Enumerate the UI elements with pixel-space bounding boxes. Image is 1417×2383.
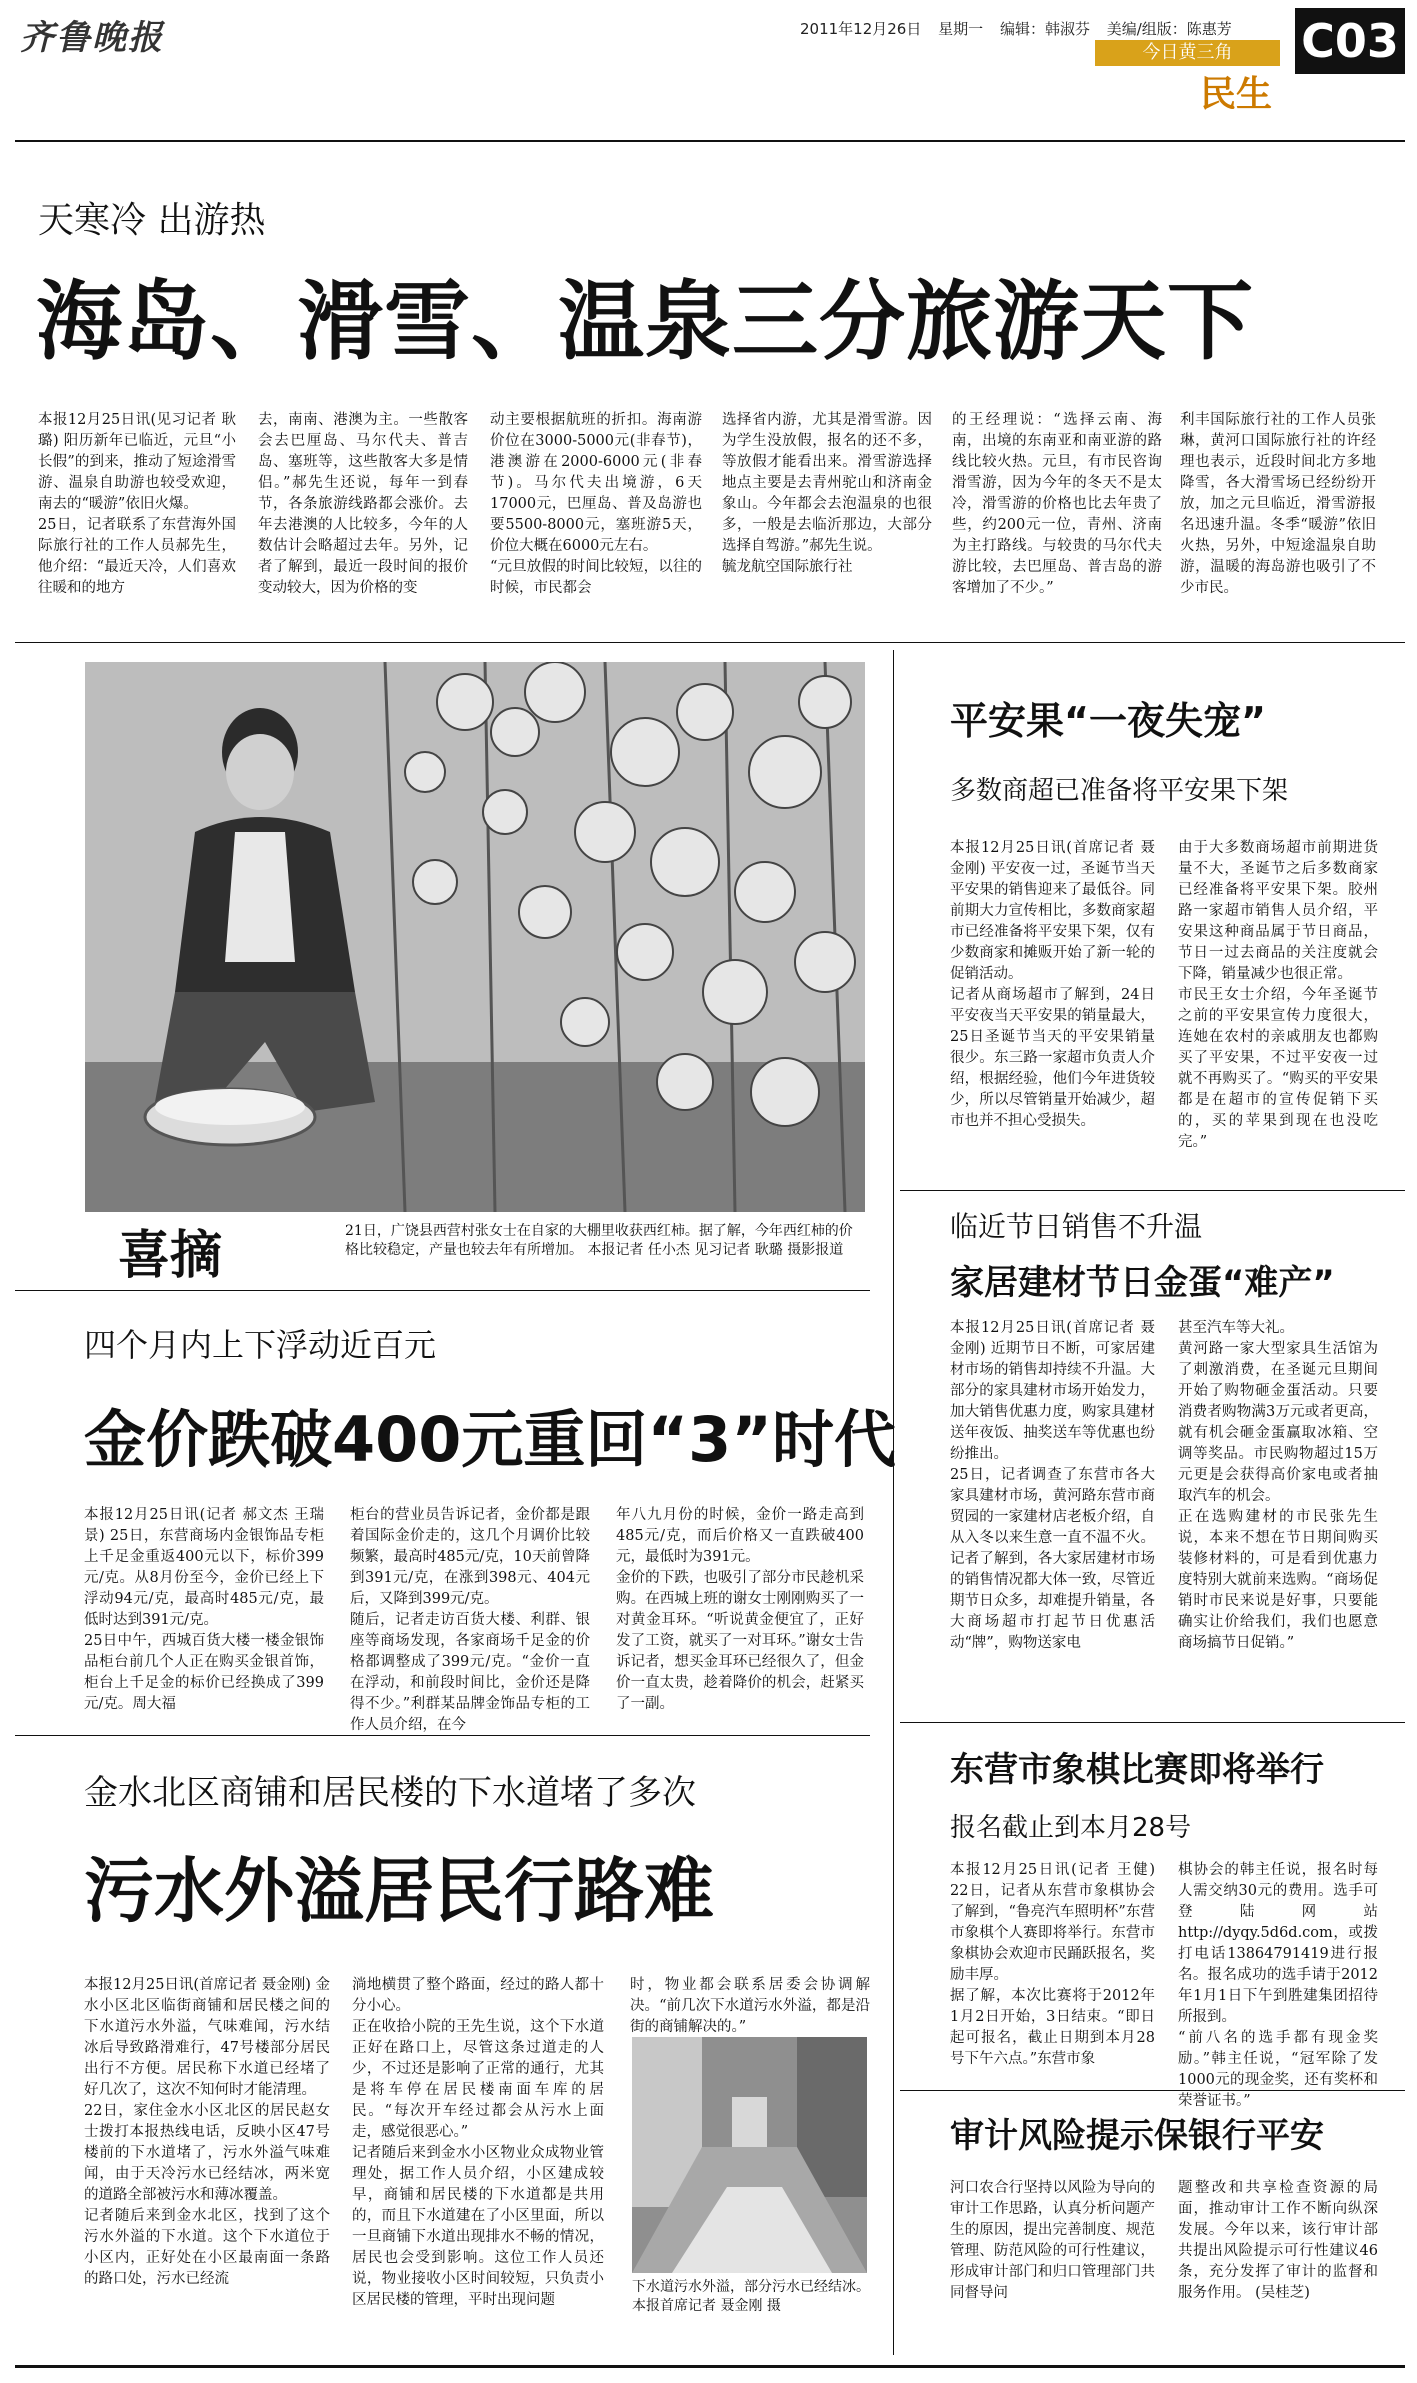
story7-col-1: 河口农合行坚持以风险为导向的审计工作思路，认真分析问题产生的原因，提出完善制度、规范管理、防范风险的可行性建议，形成审计部门和归口管理部门共同督导问	[950, 2180, 1155, 2301]
story4-divider	[900, 1190, 1405, 1191]
drain-alley-photo	[632, 2037, 867, 2273]
story5-kicker: 临近节日销售不升温	[950, 1210, 1203, 1243]
story1-col-4: 选择省内游，尤其是滑雪游。因为学生没放假，报名的还不多，等放假才能看出来。滑雪游选择地点主要是去青州驼山和济南金象山。今年都会去泡温泉的也很多，一般是去临沂那边，大部分选择自驾游。”郝先生说。 毓龙航空国际旅行社	[722, 412, 932, 575]
story3-photo-caption: 下水道污水外溢，部分污水已经结冰。 本报首席记者 聂金刚 摄	[632, 2279, 870, 2314]
header-rule	[15, 140, 1405, 142]
page-number: C03	[1295, 8, 1405, 74]
story5-headline: 家居建材节日金蛋“难产”	[950, 1263, 1335, 1303]
story2-headline: 金价跌破400元重回“3”时代	[84, 1403, 897, 1476]
story4-headline: 平安果“一夜失宠”	[950, 699, 1266, 743]
story5-col-2: 甚至汽车等大礼。 黄河路一家大型家具生活馆为了刺激消费，在圣诞元旦期间开始了购物砸金蛋活动。只要消费者购物满3万元或者更高，就有机会砸金蛋赢取冰箱、空调等奖品。市民购物超过15万元更是会获得高价家电或者抽取汽车的机会。 正在选购建材的市民张先生说，本来不想在节日期间购买装修材料的，可是看到优惠力度特别大就前来选购。“商场促销时市民来说是好事，只要能确实让价给我们，我们也愿意商场搞节日促销。”	[1178, 1320, 1378, 1651]
story1-col-2: 去，南南、港澳为主。一些散客会去巴厘岛、马尔代夫、普吉岛、塞班等，这些散客大多是情侣。”郝先生还说，每年一到春节，各条旅游线路都会涨价。去年去港澳的人比较多，今年的人数估计会略超过去年。另外，记者了解到，最近一段时间的报价变动较大，因为价格的变	[258, 412, 468, 596]
photo1-caption: 21日，广饶县西营村张女士在自家的大棚里收获西红柿。据了解，今年西红柿的价格比较稳定，产量也较去年有所增加。 本报记者 任小杰 见习记者 耿璐 摄影报道	[345, 1223, 853, 1258]
story1-col-1: 本报12月25日讯(见习记者 耿璐) 阳历新年已临近，元旦“小长假”的到来，推动了短途滑雪游、温泉自助游也较受欢迎，南去的“暖游”依旧火爆。 25日，记者联系了东营海外国际旅行社的工作人员郝先生，他介绍：“最近天冷，人们喜欢往暖和的地方	[38, 412, 236, 596]
story6-col-1: 本报12月25日讯(记者 王健) 22日，记者从东营市象棋协会了解到，“鲁亮汽车照明杯”东营市象棋个人赛即将举行。东营市象棋协会欢迎市民踊跃报名，奖励丰厚。 据了解，本次比赛将于2012年1月2日开始，3日结束。“即日起可报名，截止日期到本月28号下午六点。”东营市象	[950, 1862, 1155, 2067]
story3-col-2: 淌地横贯了整个路面，经过的路人都十分小心。 正在收拾小院的王先生说，这个下水道正好在路口上，尽管这条过道走的人少，不过还是影响了正常的通行，尤其是将车停在居民楼南面车库的居民。“每次开车经过都会从污水上面走，感觉很恶心。” 记者随后来到金水小区物业众成物业管理处，据工作人员介绍，小区建成较早，商铺和居民楼的下水道都是共用的，而且下水道建在了小区里面，所以一旦商铺下水道出现排水不畅的情况，居民也会受到影响。这位工作人员还说，物业接收小区时间较短，只负责小区居民楼的管理，平时出现问题	[352, 1977, 604, 2308]
story5-divider	[900, 1722, 1405, 1723]
designer-credit: 美编/组版：陈惠芳	[1106, 20, 1232, 38]
story1-col-5: 的王经理说：“选择云南、海南，出境的东南亚和南亚游的路线比较火热。元旦，有市民咨询滑雪游，因为今年的冬天不是太冷，滑雪游的价格也比去年贵了些，约200元一位，青州、济南为主打路线。与较贵的马尔代夫游比较，去巴厘岛、普吉岛的游客增加了不少。”	[952, 412, 1162, 596]
section-title: 民生	[1200, 74, 1273, 115]
story6-headline: 东营市象棋比赛即将举行	[950, 1750, 1324, 1790]
story3-headline: 污水外溢居民行路难	[84, 1850, 714, 1932]
story3-col-3: 时，物业都会联系居委会协调解决。“前几次下水道污水外溢，都是沿街的商铺解决的。”	[630, 1977, 870, 2035]
region-badge: 今日黄三角	[1095, 40, 1280, 66]
photo-illustration	[85, 662, 865, 1212]
page-meta	[800, 18, 1244, 39]
story6-divider	[900, 2090, 1405, 2091]
story7-col-2: 题整改和共享检查资源的局面，推动审计工作不断向纵深发展。今年以来，该行审计部共提出风险提示可行性建议46条，充分发挥了审计的监督和服务作用。 (吴桂芝)	[1178, 2180, 1378, 2301]
story2-col-3: 年八九月份的时候，金价一路走高到485元/克，而后价格又一直跌破400元，最低时为391元。 金价的下跌，也吸引了部分市民趁机采购。在西城上班的谢女士刚刚购买了一对黄金耳环。“听说黄金便宜了，正好发了工资，就买了一对耳环。”谢女士告诉记者，想买金耳环已经很久了，但金价一直太贵，趁着降价的机会，赶紧买了一副。	[616, 1507, 864, 1712]
photo1-label: 喜摘	[118, 1226, 223, 1286]
tomato-greenhouse-photo	[85, 662, 865, 1212]
story6-col-2: 棋协会的韩主任说，报名时每人需交纳30元的费用。选手可登陆网站http://dyqy.5d6d.com，或拨打电话13864791419进行报名。报名成功的选手请于2012年1月1日下午到胜建集团招待所报到。 “前八名的选手都有现金奖励。”韩主任说，“冠军除了发1000元的现金奖，还有奖杯和荣誉证书。”	[1178, 1862, 1378, 2109]
story2-col-1: 本报12月25日讯(记者 郝文杰 王瑞景) 25日，东营商场内金银饰品专柜上千足金重返400元以下，标价399元/克。从8月份至今，金价已经上下浮动94元/克，最高时485元/克，最低时达到391元/克。 25日中午，西城百货大楼一楼金银饰品柜台前几个人正在购买金银首饰，柜台上千足金的标价已经换成了399元/克。周大福	[84, 1507, 324, 1712]
story6-subhead: 报名截止到本月28号	[950, 1813, 1192, 1843]
story4-col-1: 本报12月25日讯(首席记者 聂金刚) 平安夜一过，圣诞节当天平安果的销售迎来了最低谷。同前期大力宣传相比，多数商家超市已经准备将平安果下架，仅有少数商家和摊贩开始了新一轮的促销活动。 记者从商场超市了解到，24日平安夜当天平安果的销量最大，25日圣诞节当天的平安果销量很少。东三路一家超市负责人介绍，根据经验，他们今年进货较少，所以尽管销量开始减少，超市也并不担心受损失。	[950, 840, 1155, 1129]
story7-headline: 审计风险提示保银行平安	[950, 2116, 1324, 2156]
story2-divider	[15, 1735, 870, 1736]
photo1-divider	[15, 1290, 870, 1291]
story1-col-6: 利丰国际旅行社的工作人员张琳，黄河口国际旅行社的许经理也表示，近段时间北方多地降雪，各大滑雪场已经纷纷开放，加之元旦临近，滑雪游报名迅速升温。冬季“暖游”依旧火热，另外，中短途温泉自助游，温暖的海岛游也吸引了不少市民。	[1180, 412, 1376, 596]
story4-col-2: 由于大多数商场超市前期进货量不大，圣诞节之后多数商家已经准备将平安果下架。胶州路一家超市销售人员介绍，平安果这种商品属于节日商品，节日一过去商品的关注度就会下降，销量减少也很正常。 市民王女士介绍，今年圣诞节之前的平安果宣传力度很大，连她在农村的亲戚朋友也都购买了平安果，不过平安夜一过就不再购买了。“购买的平安果都是在超市的宣传促销下买的，买的苹果到现在也没吃完。”	[1178, 840, 1378, 1150]
issue-weekday: 星期一	[938, 20, 984, 38]
story1-kicker: 天寒冷 出游热	[38, 200, 266, 241]
masthead-logo: 齐鲁晚报	[20, 18, 164, 58]
issue-date: 2011年12月26日	[800, 20, 922, 38]
story2-col-2: 柜台的营业员告诉记者，金价都是跟着国际金价走的，这几个月调价比较频繁，最高时485元/克，10天前曾降到391元/克，在涨到398元、404元后，又降到399元/克。 随后，记者走访百货大楼、利群、银座等商场发现，各家商场千足金的价格都调整成了399元/克。“金价一直在浮动，和前段时间比，金价还是降得不少。”利群某品牌金饰品专柜的工作人员介绍，在今	[350, 1507, 590, 1733]
story4-subhead: 多数商超已准备将平安果下架	[950, 776, 1289, 806]
story3-kicker: 金水北区商铺和居民楼的下水道堵了多次	[84, 1773, 696, 1813]
story5-col-1: 本报12月25日讯(首席记者 聂金刚) 近期节日不断，可家居建材市场的销售却持续不升温。大部分的家具建材市场开始发力，加大销售优惠力度，购家具建材送年夜饭、抽奖送车等优惠也纷纷推出。 25日，记者调查了东营市各大家具建材市场，黄河路东营市商贸园的一家建材店老板介绍，自从入冬以来生意一直不温不火。记者了解到，各大家居建材市场的销售情况都大体一致，尽管近期节日众多，却难提升销量，各大商场超市打起节日优惠活动“牌”，购物送家电	[950, 1320, 1155, 1651]
story1-headline: 海岛、滑雪、温泉三分旅游天下	[36, 272, 1254, 372]
drain-photo-illustration	[632, 2037, 867, 2273]
editor-credit: 编辑：韩淑芬	[999, 20, 1090, 38]
story2-kicker: 四个月内上下浮动近百元	[84, 1326, 437, 1364]
footer-rule	[15, 2365, 1405, 2368]
column-divider	[893, 650, 894, 2355]
story3-col-1: 本报12月25日讯(首席记者 聂金刚) 金水小区北区临街商铺和居民楼之间的下水道污水外溢，气味难闻，污水结冰后导致路滑难行，47号楼部分居民出行不方便。居民称下水道已经堵了好几次了，这次不知何时才能清理。 22日，家住金水小区北区的居民赵女士拨打本报热线电话，反映小区47号楼前的下水道堵了，污水外溢气味难闻，由于天冷污水已经结冰，两米宽的道路全部被污水和薄冰覆盖。 记者随后来到金水北区，找到了这个污水外溢的下水道。这个下水道位于小区内，正好处在小区最南面一条路的路口处，污水已经流	[84, 1977, 330, 2287]
story1-divider	[15, 642, 1405, 643]
story1-col-3: 动主要根据航班的折扣。海南游价位在3000-5000元(非春节)，港澳游在2000-6000元(非春节)。马尔代夫出境游，6天17000元，巴厘岛、普及岛游也要5500-8000元，塞班游5天，价位大概在6000元左右。 “元旦放假的时间比较短，以往的时候，市民都会	[490, 412, 702, 596]
